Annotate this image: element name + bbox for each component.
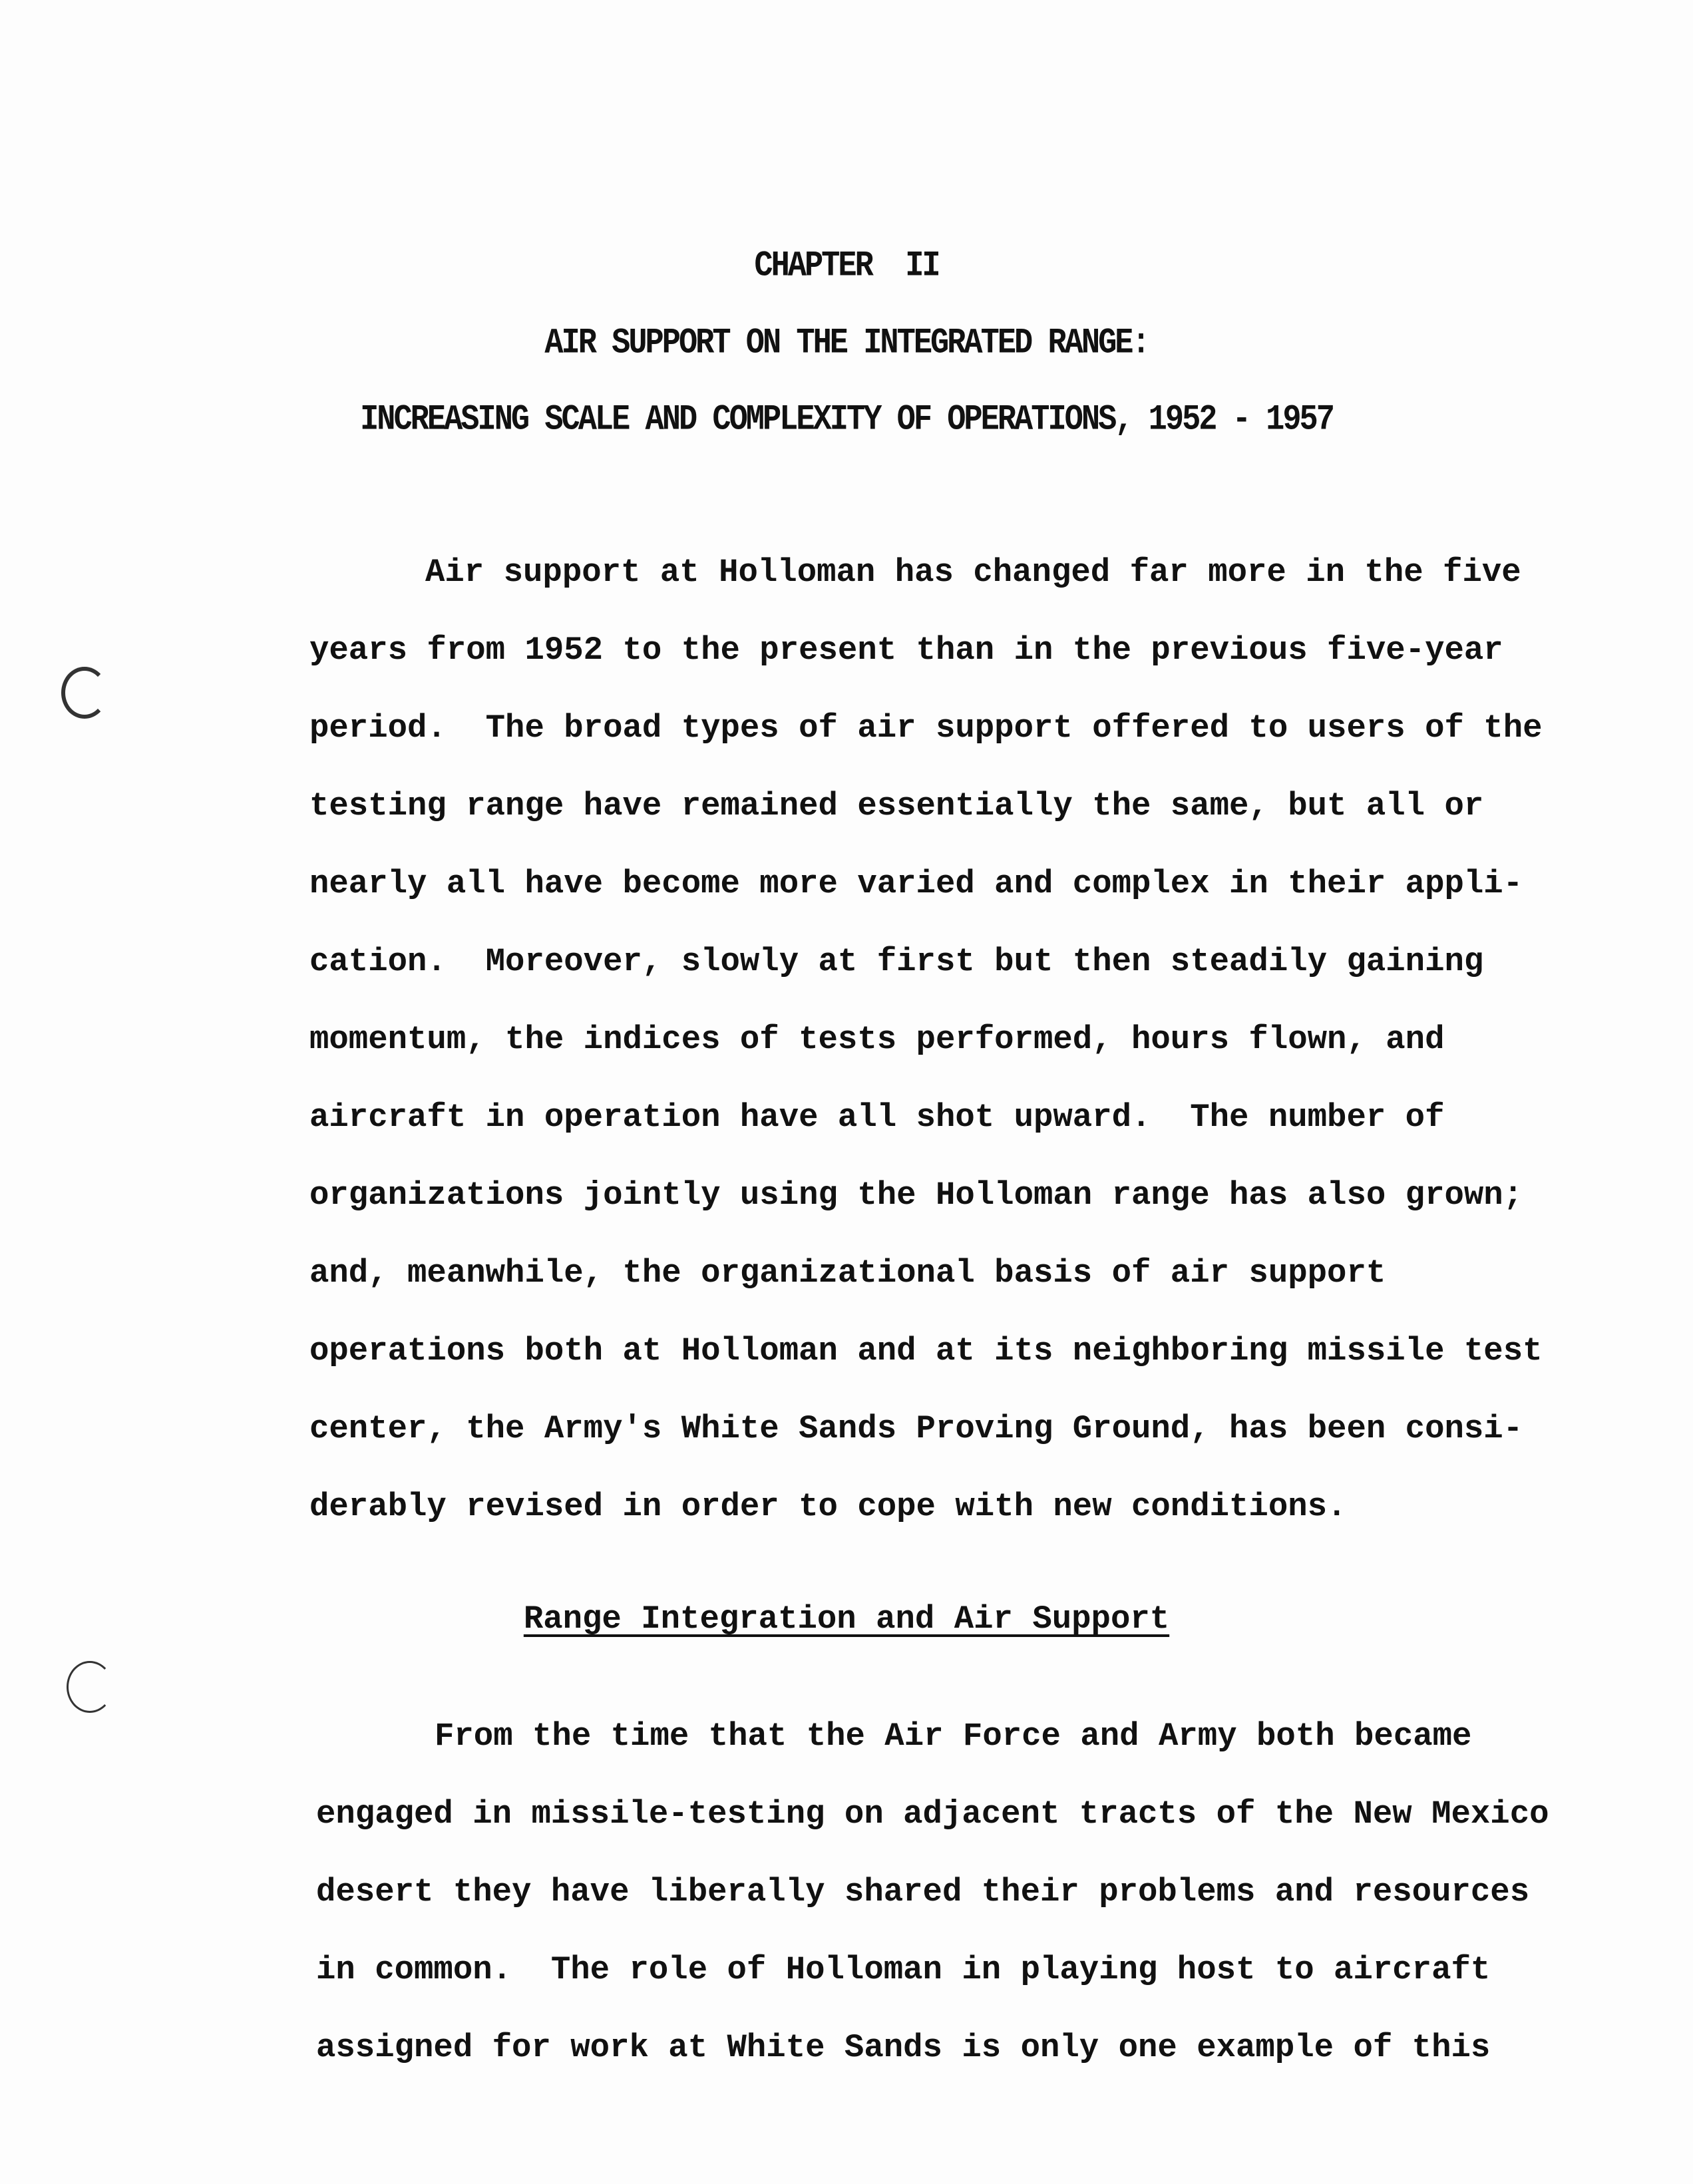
text-line: cation. Moreover, slowly at first but then steadily gaining [309, 943, 1484, 980]
binder-hole [61, 667, 108, 719]
text-line: Air support at Holloman has changed far more in the five [425, 554, 1521, 591]
text-line: From the time that the Air Force and Army both became [435, 1718, 1472, 1755]
binder-hole [67, 1661, 113, 1713]
text-line: period. The broad types of air support offered to users of the [309, 709, 1543, 747]
text-line: derably revised in order to cope with new conditions. [309, 1488, 1347, 1525]
chapter-number: CHAPTER II [754, 246, 939, 287]
chapter-title-line-1: AIR SUPPORT ON THE INTEGRATED RANGE: [544, 323, 1149, 364]
text-line: assigned for work at White Sands is only one example of this [316, 2029, 1491, 2066]
chapter-title-line-2: INCREASING SCALE AND COMPLEXITY OF OPERATIONS, 1952 - 1957 [360, 400, 1333, 441]
text-line: and, meanwhile, the organizational basis of air support [309, 1254, 1386, 1292]
text-line: engaged in missile-testing on adjacent tracts of the New Mexico [316, 1795, 1549, 1833]
text-line: momentum, the indices of tests performed, hours flown, and [309, 1021, 1445, 1058]
text-line: testing range have remained essentially the same, but all or [309, 787, 1484, 824]
section-heading-text: Range Integration and Air Support [523, 1600, 1170, 1638]
text-line: center, the Army's White Sands Proving Ground, has been consi- [309, 1410, 1523, 1447]
text-line: operations both at Holloman and at its neighboring missile test [309, 1332, 1543, 1369]
text-line: organizations jointly using the Holloman range has also grown; [309, 1177, 1523, 1214]
text-line: nearly all have become more varied and complex in their appli- [309, 865, 1523, 902]
text-line: in common. The role of Holloman in playing host to aircraft [316, 1951, 1491, 1988]
text-line: years from 1952 to the present than in the previous five-year [309, 632, 1503, 669]
text-line: desert they have liberally shared their problems and resources [316, 1873, 1530, 1911]
section-heading [0, 1600, 1693, 1638]
text-line: aircraft in operation have all shot upward. The number of [309, 1099, 1445, 1136]
